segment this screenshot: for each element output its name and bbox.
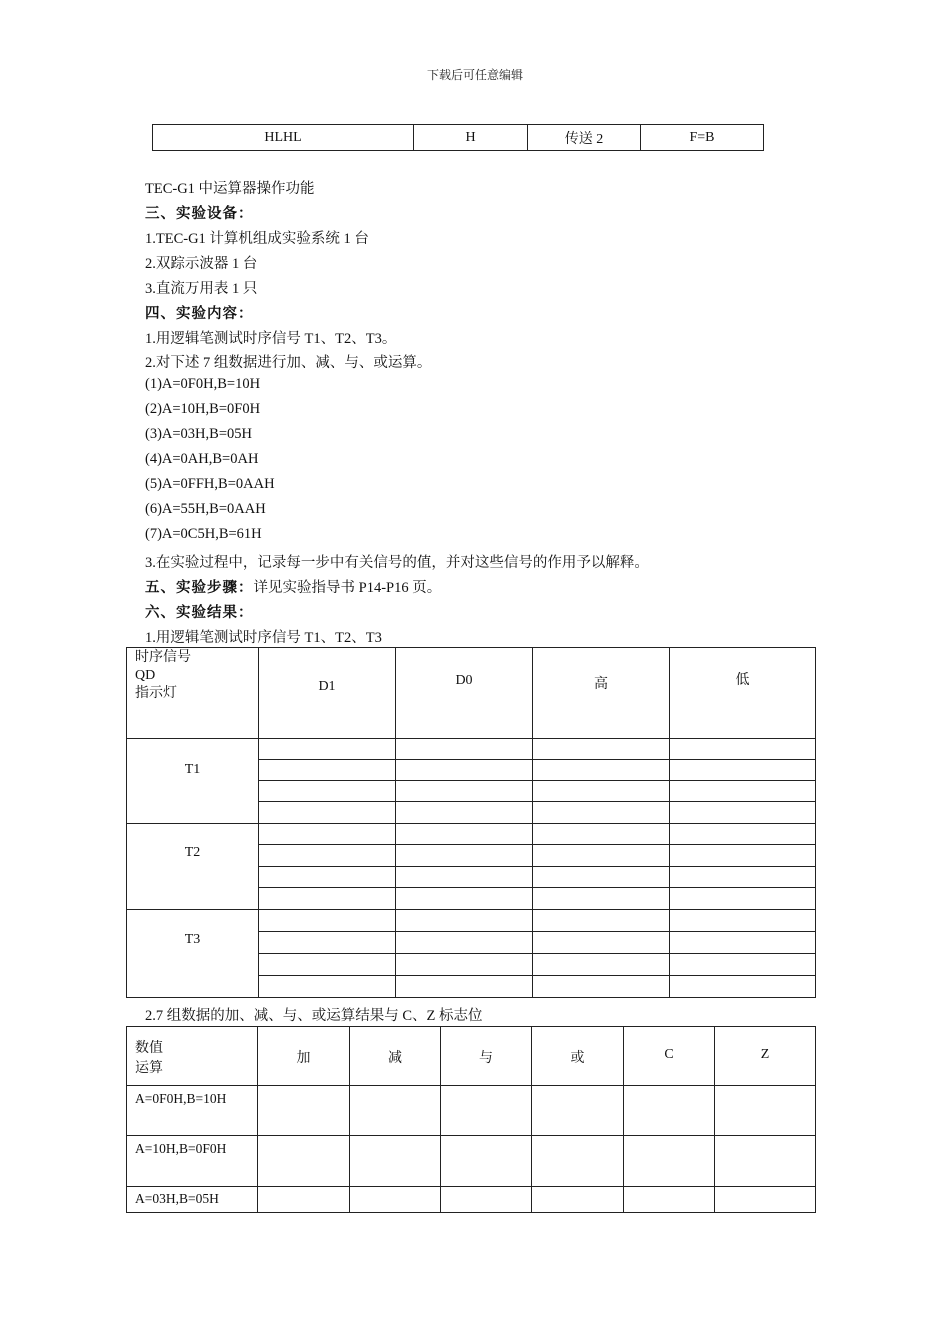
step-line (145, 576, 441, 597)
group-label: T3 (127, 910, 259, 998)
empty-cell (670, 932, 816, 954)
empty-cell (533, 954, 670, 976)
column-header: 或 (532, 1027, 624, 1086)
column-header: D0 (396, 648, 533, 739)
body-line: 3.直流万用表 1 只 (145, 281, 258, 297)
empty-cell (533, 845, 670, 867)
empty-cell (670, 781, 816, 802)
empty-cell (396, 760, 533, 781)
header-line: 运算 (135, 1061, 163, 1076)
alu-results-table (126, 1026, 816, 1213)
group-label: T1 (127, 739, 259, 824)
group-label: T2 (127, 824, 259, 910)
empty-cell (715, 1136, 816, 1187)
table-row (127, 824, 816, 845)
top-cell: 传送 2 (528, 125, 641, 151)
empty-cell (441, 1086, 532, 1136)
empty-cell (715, 1187, 816, 1213)
empty-cell (670, 802, 816, 824)
empty-cell (532, 1187, 624, 1213)
header-cell (127, 648, 259, 739)
empty-cell (259, 954, 396, 976)
empty-cell (670, 760, 816, 781)
step-label: 五、实验步骤： (145, 580, 254, 596)
column-header: 高 (533, 648, 670, 739)
header-line: 指示灯 (135, 686, 177, 701)
empty-cell (259, 932, 396, 954)
column-header: 加 (258, 1027, 350, 1086)
table-row (153, 125, 764, 151)
column-header: 减 (350, 1027, 441, 1086)
body-line: 3.在实验过程中，记录每一步中有关信号的值，并对这些信号的作用予以解释。 (145, 555, 649, 571)
empty-cell (396, 845, 533, 867)
empty-cell (259, 739, 396, 760)
header-line: QD (135, 668, 156, 683)
body-line: (7)A=0C5H,B=61H (145, 526, 262, 542)
empty-cell (396, 802, 533, 824)
column-header: Z (715, 1027, 816, 1086)
row-label: A=03H,B=05H (127, 1187, 258, 1213)
empty-cell (259, 802, 396, 824)
empty-cell (715, 1086, 816, 1136)
empty-cell (258, 1136, 350, 1187)
table-header-row (127, 1027, 816, 1086)
empty-cell (533, 781, 670, 802)
empty-cell (670, 739, 816, 760)
column-header: 与 (441, 1027, 532, 1086)
header-line: 时序信号 (135, 650, 191, 665)
empty-cell (396, 824, 533, 845)
empty-cell (533, 867, 670, 888)
body-line: TEC-G1 中运算器操作功能 (145, 181, 315, 197)
section-heading: 三、实验设备： (145, 206, 254, 222)
empty-cell (533, 739, 670, 760)
empty-cell (259, 867, 396, 888)
table-row (127, 1136, 816, 1187)
step-text: 详见实验指导书 P14-P16 页。 (253, 580, 442, 596)
empty-cell (533, 760, 670, 781)
empty-cell (350, 1086, 441, 1136)
empty-cell (396, 932, 533, 954)
table-row (127, 1086, 816, 1136)
header-note: 下载后可任意编辑 (426, 68, 523, 82)
empty-cell (259, 760, 396, 781)
empty-cell (532, 1086, 624, 1136)
empty-cell (350, 1187, 441, 1213)
empty-cell (441, 1136, 532, 1187)
empty-cell (670, 867, 816, 888)
empty-cell (670, 888, 816, 910)
empty-cell (396, 954, 533, 976)
empty-cell (670, 824, 816, 845)
empty-cell (259, 910, 396, 932)
top-table (152, 124, 764, 151)
empty-cell (533, 802, 670, 824)
empty-cell (350, 1136, 441, 1187)
top-cell: F=B (641, 125, 764, 151)
empty-cell (258, 1086, 350, 1136)
empty-cell (441, 1187, 532, 1213)
empty-cell (396, 888, 533, 910)
empty-cell (670, 910, 816, 932)
empty-cell (670, 976, 816, 998)
body-line: 1.用逻辑笔测试时序信号 T1、T2、T3。 (145, 331, 397, 347)
row-label: A=10H,B=0F0H (127, 1136, 258, 1187)
empty-cell (624, 1136, 715, 1187)
body-line: (2)A=10H,B=0F0H (145, 401, 261, 417)
empty-cell (624, 1187, 715, 1213)
empty-cell (533, 976, 670, 998)
empty-cell (533, 932, 670, 954)
body-line: 2.双踪示波器 1 台 (145, 256, 258, 272)
empty-cell (533, 888, 670, 910)
empty-cell (624, 1086, 715, 1136)
column-header: C (624, 1027, 715, 1086)
empty-cell (396, 910, 533, 932)
body-line: 1.TEC-G1 计算机组成实验系统 1 台 (145, 231, 369, 247)
section-heading: 六、实验结果： (145, 605, 254, 621)
empty-cell (259, 781, 396, 802)
table-row (127, 1187, 816, 1213)
empty-cell (396, 739, 533, 760)
body-line: 2.对下述 7 组数据进行加、减、与、或运算。 (145, 355, 432, 371)
header-line: 数值 (135, 1041, 163, 1056)
table2-caption: 2.7 组数据的加、减、与、或运算结果与 C、Z 标志位 (145, 1008, 483, 1024)
empty-cell (259, 845, 396, 867)
column-header: D1 (259, 648, 396, 739)
body-line: (5)A=0FFH,B=0AAH (145, 476, 275, 492)
table1-caption: 1.用逻辑笔测试时序信号 T1、T2、T3 (145, 630, 382, 646)
body-line: (3)A=03H,B=05H (145, 426, 252, 442)
table-row (127, 910, 816, 932)
section-heading: 四、实验内容： (145, 306, 254, 322)
top-cell: HLHL (153, 125, 414, 151)
body-line: (6)A=55H,B=0AAH (145, 501, 266, 517)
empty-cell (670, 845, 816, 867)
body-line: (4)A=0AH,B=0AH (145, 451, 259, 467)
empty-cell (533, 910, 670, 932)
empty-cell (533, 824, 670, 845)
empty-cell (396, 781, 533, 802)
empty-cell (259, 888, 396, 910)
header-cell (127, 1027, 258, 1086)
empty-cell (396, 867, 533, 888)
row-label: A=0F0H,B=10H (127, 1086, 258, 1136)
column-header: 低 (670, 648, 816, 739)
top-cell: H (414, 125, 528, 151)
empty-cell (532, 1136, 624, 1187)
table-row (127, 739, 816, 760)
empty-cell (396, 976, 533, 998)
empty-cell (670, 954, 816, 976)
table-header-row (127, 648, 816, 739)
empty-cell (259, 976, 396, 998)
empty-cell (259, 824, 396, 845)
empty-cell (258, 1187, 350, 1213)
body-line: (1)A=0F0H,B=10H (145, 376, 261, 392)
timing-table (126, 647, 816, 998)
